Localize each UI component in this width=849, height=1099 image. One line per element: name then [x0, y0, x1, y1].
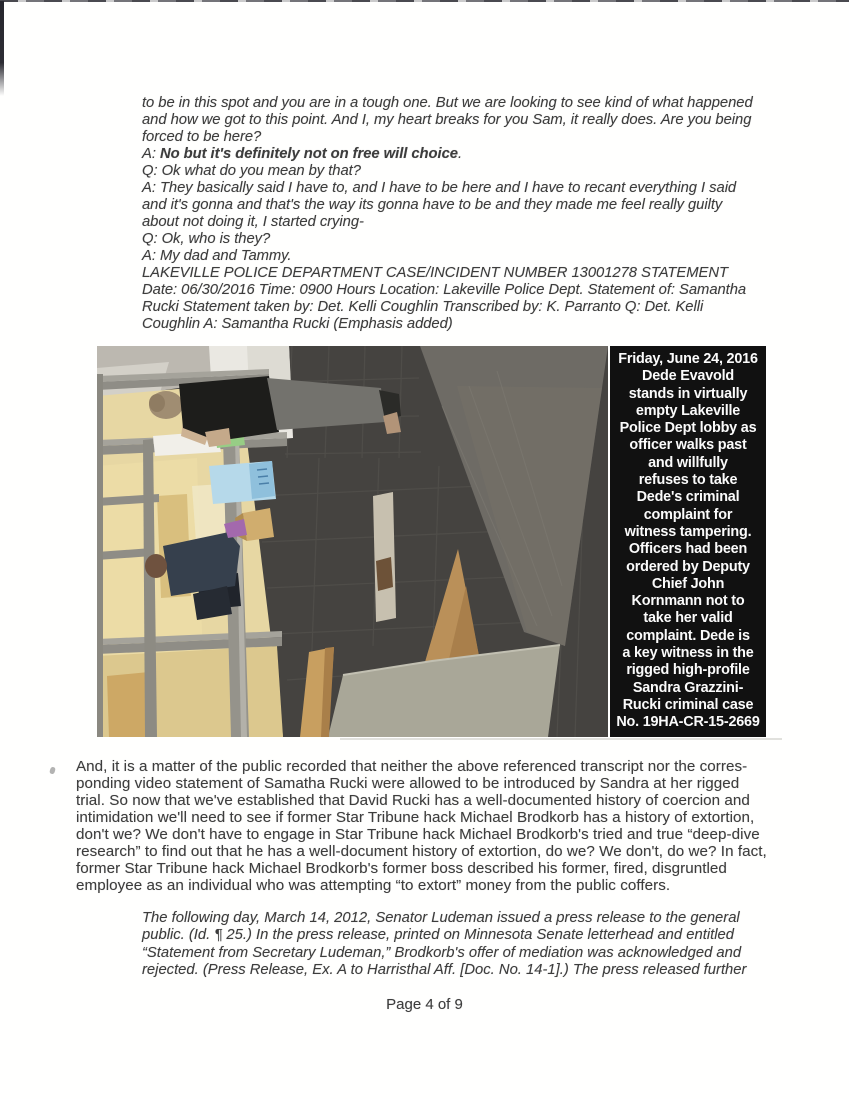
block-quote: The following day, March 14, 2012, Senator Ludeman issued a press release to the general public. (Id. ¶ 25.) In the press release, printed on Minnesota Senate letterhead and entitled “Statement from Secretary Ludeman,” Brodkorb's offer of mediation was acknowledged and rejected. (Press Release, Ex. A to Harristhal Aff. [Doc. No. 14-1].) The press released further	[142, 910, 747, 978]
transcript-excerpt	[142, 95, 802, 333]
transcript-bold-line	[142, 146, 802, 163]
bold-line-prefix: A:	[142, 146, 160, 162]
body-paragraph: And, it is a matter of the public recorded that neither the above referenced transcript nor the corres- ponding video statement of Samatha Rucki were allowed to be introduced by Sandra at her rigged trial. So now that we've established that David Rucki has a well-documented history of coercion and intimidation we'll need to see if former Star Tribune hack Michael Brodkorb has a history of extortion, don't we? We don't have to engage in Star Tribune hack Michael Brodkorb's tried and true “deep-dive research” to find out that he has a well-document history of extortion, do we? We don't, do we? In fact, former Star Tribune hack Michael Brodkorb's former boss described his former, fired, disgruntled employee as an individual who was attempting “to extort” money from the public coffers.	[76, 758, 767, 894]
scan-edge-top	[0, 0, 849, 2]
scan-edge-left	[0, 1, 4, 96]
photo-with-caption	[97, 346, 766, 737]
blue-poster	[209, 461, 276, 504]
lobby-photo-svg	[97, 346, 608, 737]
scan-shadow-line	[340, 738, 782, 740]
lobby-photo	[97, 346, 608, 737]
transcript-lines-before: to be in this spot and you are in a tough one. But we are looking to see kind of what happened and how we got to this point. And I, my heart breaks for you Sam, it really does. Are you being forced to be here?	[142, 95, 753, 145]
bold-line-emphasis: No but it's definitely not on free will choice	[159, 146, 458, 162]
page-number: Page 4 of 9	[386, 996, 463, 1013]
photo-caption: Friday, June 24, 2016 Dede Evavold stands in virtually empty Lakeville Police Dept lobby as officer walks past and willfully refuses to take Dede's criminal complaint for witness tampering. Officers had been ordered by Deputy Chief John Kornmann not to take her valid complaint. Dede is a key witness in the rigged high-profile Sandra Grazzini- Rucki criminal case No. 19HA-CR-15-2669	[610, 346, 766, 737]
light-pillar	[373, 492, 396, 622]
bold-line-suffix: .	[457, 146, 463, 162]
stray-pencil-mark	[49, 766, 56, 774]
transcript-lines-after: Q: Ok what do you mean by that? A: They basically said I have to, and I have to be here and I have to recant everything I said and it's gonna and that's the way its gonna have to be and they made me feel really guilty about not doing it, I started crying- Q: Ok, who is they? A: My dad and Tammy. LAKEVILLE POLICE DEPARTMENT CASE/INCIDENT NUMBER 13001278 STATEMENT Date: 06/30/2016 Time: 0900 Hours Location: Lakeville Police Dept. Statement of: Samantha Rucki Statement taken by: Det. Kelli Coughlin Transcribed by: K. Parranto Q: Det. Kelli Coughlin A: Samantha Rucki (Emphasis added)	[142, 163, 747, 332]
